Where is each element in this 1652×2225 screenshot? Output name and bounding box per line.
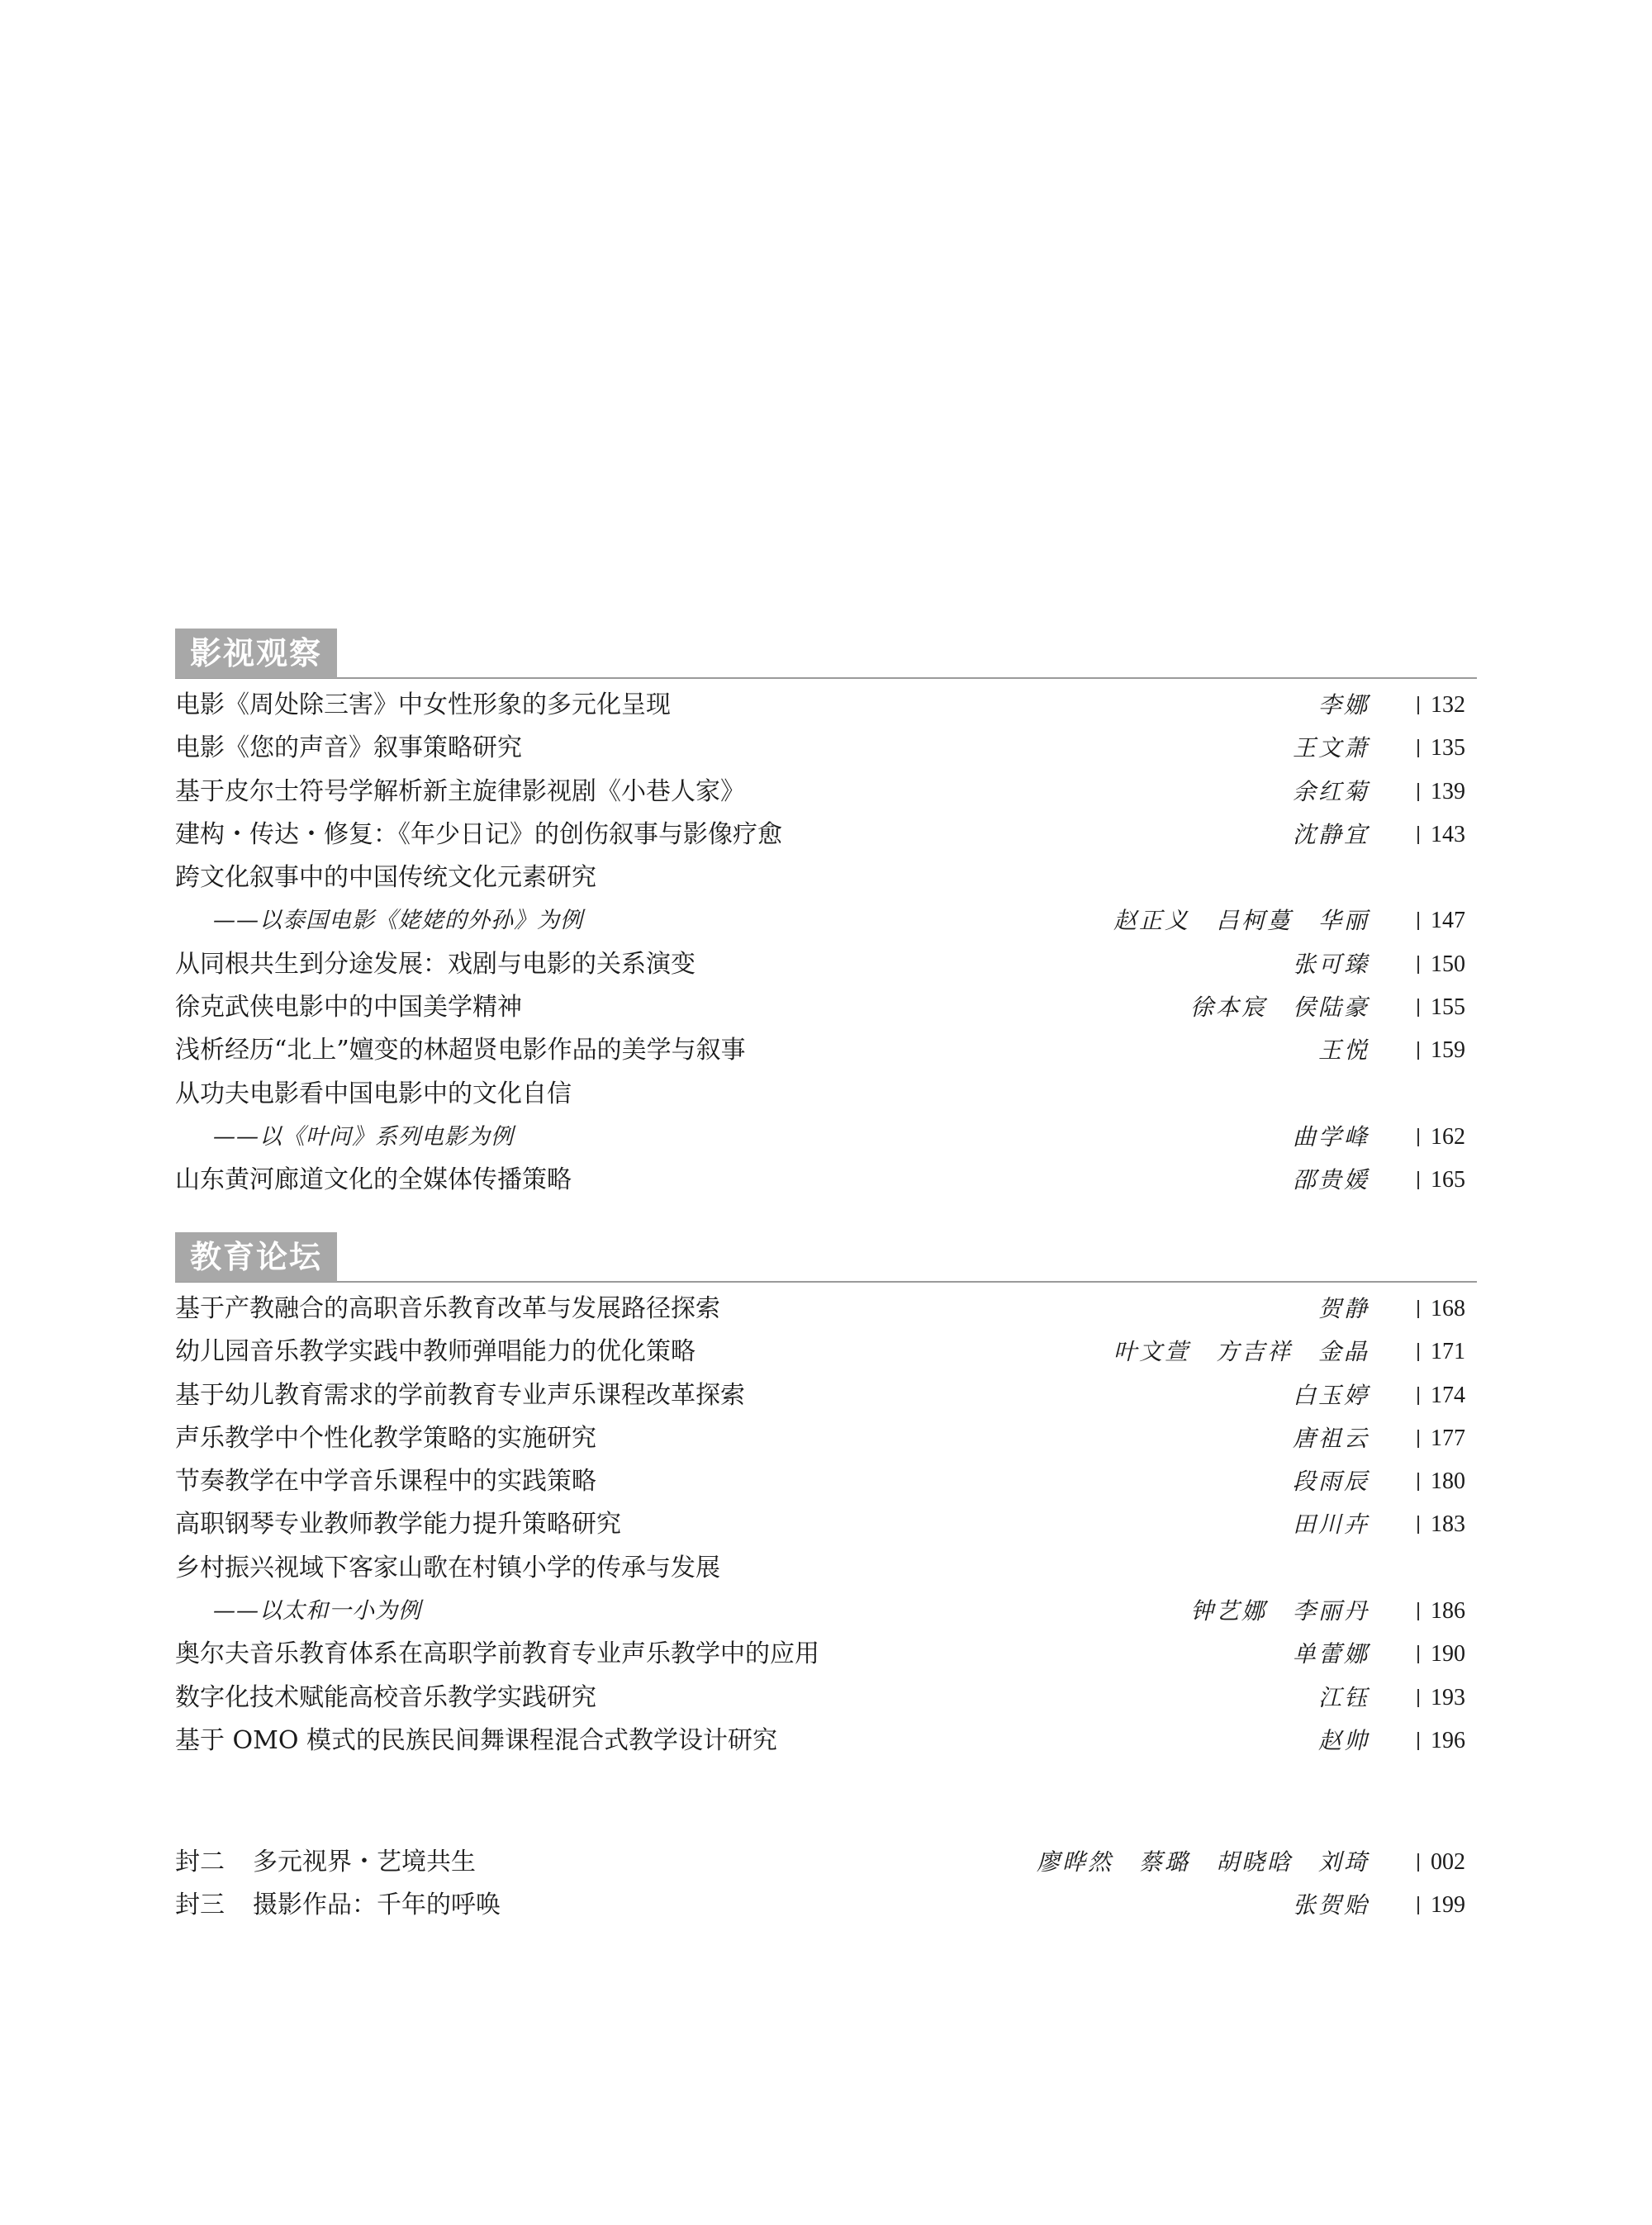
cover-label: 封三 [175, 1891, 225, 1920]
page-separator [1417, 1430, 1419, 1448]
entry-authors: 赵正义 吕柯蔓 华丽 [1113, 907, 1370, 935]
cover-label: 封二 [175, 1848, 225, 1876]
entry-authors: 徐本宸 侯陆豪 [1189, 994, 1370, 1022]
entry-authors: 江钰 [1317, 1683, 1370, 1711]
entry-title: 乡村振兴视域下客家山歌在村镇小学的传承与发展 [175, 1553, 720, 1582]
section-header [175, 624, 1477, 679]
toc-entry[interactable] [175, 986, 1477, 1029]
cover-title [175, 1884, 501, 1927]
cover-authors: 张贺贻 [1292, 1891, 1370, 1919]
entry-authors: 余红菊 [1292, 777, 1370, 805]
entry-authors: 邵贵媛 [1292, 1166, 1370, 1194]
page-separator [1417, 783, 1419, 801]
page-separator [1417, 956, 1419, 974]
page-separator [1417, 1473, 1419, 1491]
toc-entry[interactable] [175, 1331, 1477, 1373]
entry-list [175, 1288, 1477, 1762]
page-separator [1417, 826, 1419, 844]
section-heading: 影视观察 [175, 629, 337, 678]
toc-entry[interactable] [175, 727, 1477, 770]
cover-credits [175, 1841, 1477, 1928]
page-separator [1417, 1516, 1419, 1534]
entry-title: 电影《周处除三害》中女性形象的多元化呈现 [175, 690, 671, 719]
toc-entry[interactable] [175, 1720, 1477, 1762]
entry-title: 高职钢琴专业教师教学能力提升策略研究 [175, 1510, 621, 1539]
cover-title-text: 多元视界・艺境共生 [253, 1848, 476, 1876]
entry-title: ——以太和一小为例 [213, 1598, 421, 1625]
page-separator [1417, 1689, 1419, 1707]
entry-page-number: 174 [1431, 1382, 1465, 1408]
entry-title: 山东黄河廊道文化的全媒体传播策略 [175, 1165, 572, 1195]
page-separator [1417, 912, 1419, 930]
entry-authors: 唐祖云 [1292, 1424, 1370, 1452]
entry-page-number: 165 [1431, 1167, 1465, 1193]
cover-title-text: 摄影作品：千年的呼唤 [253, 1891, 501, 1920]
entry-page-number: 139 [1431, 778, 1465, 804]
page-separator [1417, 1300, 1419, 1318]
section-header [175, 1228, 1477, 1283]
section-education-forum [175, 1228, 1477, 1762]
entry-page-number: 171 [1431, 1339, 1465, 1365]
entry-page-number: 190 [1431, 1641, 1465, 1668]
page-separator [1417, 1128, 1419, 1146]
entry-authors: 钟艺娜 李丽丹 [1189, 1597, 1370, 1625]
toc-subtitle-row[interactable] [175, 1116, 1477, 1159]
toc-subtitle-row[interactable] [175, 899, 1477, 942]
entry-title: 建构・传达・修复：《年少日记》的创伤叙事与影像疗愈 [175, 819, 782, 849]
entry-authors: 单蕾娜 [1292, 1640, 1370, 1668]
cover-authors: 廖晔然 蔡璐 胡晓晗 刘琦 [1036, 1848, 1370, 1876]
entry-authors: 段雨辰 [1292, 1468, 1370, 1496]
entry-page-number: 143 [1431, 821, 1465, 847]
cover-entry[interactable] [175, 1884, 1477, 1927]
toc-entry[interactable] [175, 1633, 1477, 1676]
entry-authors: 王文萧 [1292, 734, 1370, 762]
page-separator [1417, 1602, 1419, 1620]
entry-title: 基于皮尔士符号学解析新主旋律影视剧《小巷人家》 [175, 776, 745, 806]
entry-page-number: 186 [1431, 1598, 1465, 1625]
section-heading: 教育论坛 [175, 1232, 337, 1282]
toc-entry[interactable] [175, 1159, 1477, 1202]
entry-title: 幼儿园音乐教学实践中教师弹唱能力的优化策略 [175, 1337, 695, 1367]
page-separator [1417, 1853, 1419, 1872]
entry-authors: 贺静 [1317, 1295, 1370, 1322]
entry-title: 浅析经历“北上”嬗变的林超贤电影作品的美学与叙事 [175, 1036, 746, 1065]
entry-authors: 叶文萱 方吉祥 金晶 [1113, 1338, 1370, 1366]
entry-title: 数字化技术赋能高校音乐教学实践研究 [175, 1682, 596, 1712]
entry-title: 从同根共生到分途发展：戏剧与电影的关系演变 [175, 949, 695, 979]
entry-title: 声乐教学中个性化教学策略的实施研究 [175, 1423, 596, 1453]
page-separator [1417, 696, 1419, 714]
entry-page-number: 135 [1431, 735, 1465, 761]
toc-entry[interactable] [175, 1677, 1477, 1720]
page-separator [1417, 1896, 1419, 1914]
entry-list [175, 684, 1477, 1203]
page-separator [1417, 1171, 1419, 1189]
toc-entry[interactable] [175, 771, 1477, 814]
entry-page-number: 132 [1431, 692, 1465, 718]
toc-entry[interactable] [175, 856, 1477, 899]
entry-authors: 赵帅 [1317, 1726, 1370, 1754]
cover-title [175, 1841, 476, 1884]
entry-title: 跨文化叙事中的中国传统文化元素研究 [175, 863, 596, 893]
entry-authors: 田川卉 [1292, 1511, 1370, 1539]
cover-page-number: 002 [1431, 1849, 1465, 1875]
toc-entry[interactable] [175, 943, 1477, 986]
entry-title: ——以《叶问》系列电影为例 [213, 1123, 514, 1150]
page-separator [1417, 1041, 1419, 1060]
page-separator [1417, 999, 1419, 1017]
entry-page-number: 180 [1431, 1468, 1465, 1495]
entry-page-number: 193 [1431, 1684, 1465, 1710]
section-film-observation [175, 624, 1477, 1203]
toc-entry[interactable] [175, 1503, 1477, 1546]
cover-entry[interactable] [175, 1841, 1477, 1884]
entry-title: 电影《您的声音》叙事策略研究 [175, 733, 522, 763]
toc-entry[interactable] [175, 1460, 1477, 1503]
toc-entry[interactable] [175, 684, 1477, 727]
entry-title: ——以泰国电影《姥姥的外孙》为例 [213, 908, 583, 934]
entry-page-number: 177 [1431, 1425, 1465, 1451]
cover-page-number: 199 [1431, 1892, 1465, 1919]
entry-authors: 张可臻 [1292, 950, 1370, 978]
entry-page-number: 150 [1431, 951, 1465, 977]
page-separator [1417, 1343, 1419, 1361]
toc-subtitle-row[interactable] [175, 1590, 1477, 1633]
page-separator [1417, 1732, 1419, 1750]
page-separator [1417, 1645, 1419, 1663]
entry-page-number: 183 [1431, 1511, 1465, 1538]
toc-entry[interactable] [175, 1288, 1477, 1331]
toc-entry[interactable] [175, 1029, 1477, 1072]
entry-page-number: 162 [1431, 1123, 1465, 1150]
page-separator [1417, 739, 1419, 757]
toc-entry[interactable] [175, 1547, 1477, 1590]
toc-entry[interactable] [175, 814, 1477, 856]
toc-entry[interactable] [175, 1374, 1477, 1417]
entry-page-number: 155 [1431, 994, 1465, 1021]
entry-title: 徐克武侠电影中的中国美学精神 [175, 993, 522, 1022]
entry-title: 基于幼儿教育需求的学前教育专业声乐课程改革探索 [175, 1380, 745, 1410]
entry-page-number: 196 [1431, 1727, 1465, 1753]
entry-authors: 李娜 [1317, 691, 1370, 719]
entry-title: 基于产教融合的高职音乐教育改革与发展路径探索 [175, 1294, 720, 1323]
toc-entry[interactable] [175, 1073, 1477, 1116]
entry-authors: 沈静宜 [1292, 820, 1370, 848]
entry-title: 从功夫电影看中国电影中的文化自信 [175, 1079, 572, 1108]
page-separator [1417, 1387, 1419, 1405]
entry-title: 基于 OMO 模式的民族民间舞课程混合式教学设计研究 [175, 1725, 777, 1755]
toc-entry[interactable] [175, 1417, 1477, 1460]
entry-title: 节奏教学在中学音乐课程中的实践策略 [175, 1467, 596, 1497]
entry-authors: 曲学峰 [1292, 1122, 1370, 1150]
entry-page-number: 168 [1431, 1296, 1465, 1321]
entry-authors: 王悦 [1317, 1037, 1370, 1065]
entry-page-number: 159 [1431, 1037, 1465, 1064]
entry-title: 奥尔夫音乐教育体系在高职学前教育专业声乐教学中的应用 [175, 1639, 819, 1669]
entry-authors: 白玉婷 [1292, 1381, 1370, 1409]
entry-page-number: 147 [1431, 908, 1465, 934]
